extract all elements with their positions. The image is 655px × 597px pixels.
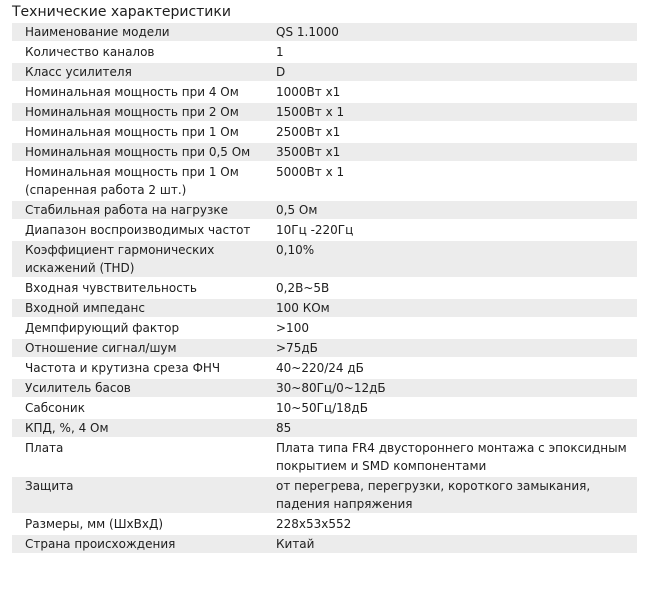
spec-row: [12, 477, 637, 513]
spec-row: [12, 439, 637, 475]
spec-row: [12, 515, 637, 533]
spec-value: 10Гц -220Гц: [272, 221, 637, 239]
spec-row: [12, 221, 637, 239]
spec-value: Китай: [272, 535, 637, 553]
spec-value: 228x53x552: [272, 515, 637, 533]
spec-value: 1500Вт x 1: [272, 103, 637, 121]
spec-name: КПД, %, 4 Ом: [12, 419, 272, 437]
spec-row: [12, 299, 637, 317]
spec-name: Наименование модели: [12, 23, 272, 41]
spec-row: [12, 319, 637, 337]
spec-row: [12, 23, 637, 41]
spec-row: [12, 103, 637, 121]
spec-row: [12, 359, 637, 377]
spec-row: [12, 399, 637, 417]
spec-name: Входная чувствительность: [12, 279, 272, 297]
spec-value: 5000Вт x 1: [272, 163, 637, 199]
spec-name: Номинальная мощность при 1 Ом: [12, 123, 272, 141]
spec-name: Номинальная мощность при 0,5 Ом: [12, 143, 272, 161]
spec-row: [12, 379, 637, 397]
spec-value: Плата типа FR4 двустороннего монтажа с эпоксидным покрытием и SMD компонентами: [272, 439, 637, 475]
spec-value: D: [272, 63, 637, 81]
specs-table: [12, 21, 637, 555]
spec-name: Защита: [12, 477, 272, 513]
spec-row: [12, 43, 637, 61]
spec-name: Стабильная работа на нагрузке: [12, 201, 272, 219]
spec-row: [12, 123, 637, 141]
spec-row: [12, 241, 637, 277]
spec-name: Номинальная мощность при 1 Ом (спаренная работа 2 шт.): [12, 163, 272, 199]
spec-value: 2500Вт x1: [272, 123, 637, 141]
spec-value: QS 1.1000: [272, 23, 637, 41]
spec-name: Страна происхождения: [12, 535, 272, 553]
spec-value: >100: [272, 319, 637, 337]
spec-row: [12, 163, 637, 199]
spec-value: >75дБ: [272, 339, 637, 357]
spec-name: Плата: [12, 439, 272, 475]
spec-name: Номинальная мощность при 2 Ом: [12, 103, 272, 121]
spec-name: Коэффициент гармонических искажений (THD): [12, 241, 272, 277]
spec-value: 0,5 Ом: [272, 201, 637, 219]
specs-table-body: [12, 23, 637, 553]
spec-row: [12, 143, 637, 161]
spec-value: 30~80Гц/0~12дБ: [272, 379, 637, 397]
spec-name: Демпфирующий фактор: [12, 319, 272, 337]
spec-name: Частота и крутизна среза ФНЧ: [12, 359, 272, 377]
spec-value: 40~220/24 дБ: [272, 359, 637, 377]
spec-value: 3500Вт x1: [272, 143, 637, 161]
spec-value: 0,10%: [272, 241, 637, 277]
spec-row: [12, 63, 637, 81]
spec-row: [12, 83, 637, 101]
page-title: Технические характеристики: [12, 4, 231, 20]
spec-name: Отношение сигнал/шум: [12, 339, 272, 357]
spec-value: 1000Вт x1: [272, 83, 637, 101]
spec-row: [12, 419, 637, 437]
spec-value: 1: [272, 43, 637, 61]
spec-row: [12, 535, 637, 553]
spec-name: Размеры, мм (ШхВхД): [12, 515, 272, 533]
spec-value: 100 КОм: [272, 299, 637, 317]
spec-name: Номинальная мощность при 4 Ом: [12, 83, 272, 101]
spec-value: от перегрева, перегрузки, короткого замыкания, падения напряжения: [272, 477, 637, 513]
spec-value: 85: [272, 419, 637, 437]
spec-value: 0,2В~5В: [272, 279, 637, 297]
spec-value: 10~50Гц/18дБ: [272, 399, 637, 417]
spec-row: [12, 279, 637, 297]
spec-name: Сабсоник: [12, 399, 272, 417]
spec-name: Диапазон воспроизводимых частот: [12, 221, 272, 239]
spec-name: Класс усилителя: [12, 63, 272, 81]
spec-name: Входной импеданс: [12, 299, 272, 317]
spec-row: [12, 339, 637, 357]
spec-name: Количество каналов: [12, 43, 272, 61]
spec-name: Усилитель басов: [12, 379, 272, 397]
spec-row: [12, 201, 637, 219]
